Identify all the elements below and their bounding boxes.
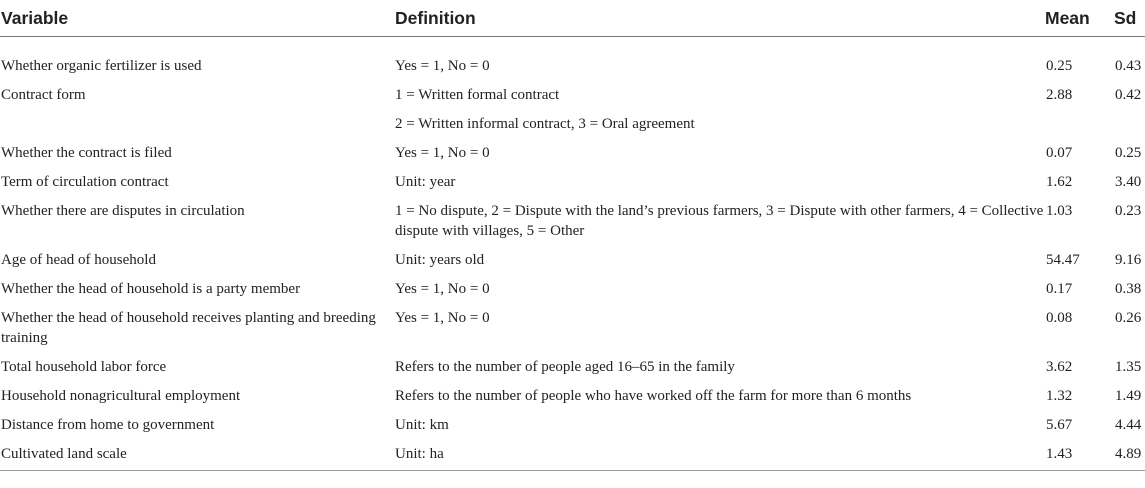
cell-sd: 3.40 [1115,174,1142,190]
cell-sd: 1.49 [1115,388,1142,404]
cell-definition: 2 = Written informal contract, 3 = Oral agreement [395,116,695,132]
cell-definition: Unit: years old [395,252,485,268]
cell-variable: Whether there are disputes in circulation [1,203,245,219]
header-mean: Mean [1045,0,1114,37]
cell-definition: Unit: km [395,417,449,433]
cell-variable: Distance from home to government [1,417,215,433]
cell-mean: 3.62 [1046,359,1073,375]
table-row [0,37,1145,82]
table-row [0,411,1145,440]
table-row [0,440,1145,471]
table-row [0,168,1145,197]
table-row [0,246,1145,275]
cell-definition: Refers to the number of people aged 16–65 in the family [395,359,735,375]
cell-sd: 0.43 [1115,58,1142,74]
header-sd: Sd [1114,0,1145,37]
table-row [0,110,1145,139]
cell-sd: 4.89 [1115,446,1142,462]
cell-variable: Whether the head of household is a party member [1,281,301,297]
cell-definition: Unit: ha [395,446,444,462]
cell-variable: Whether organic fertilizer is used [1,58,202,74]
cell-sd [1114,110,1145,139]
cell-mean: 2.88 [1046,87,1073,103]
cell-sd: 0.42 [1115,87,1142,103]
cell-definition: Yes = 1, No = 0 [395,310,490,326]
cell-definition: 1 = Written formal contract [395,87,560,103]
table-row [0,275,1145,304]
cell-variable: Whether the head of household receives planting and breeding training [1,310,376,346]
cell-variable: Whether the contract is filed [1,145,172,161]
cell-sd: 0.23 [1115,203,1142,219]
cell-mean: 54.47 [1046,252,1080,268]
cell-definition: Refers to the number of people who have worked off the farm for more than 6 months [395,388,912,404]
cell-sd: 0.26 [1115,310,1142,326]
cell-sd: 0.38 [1115,281,1142,297]
cell-definition: 1 = No dispute, 2 = Dispute with the land’s previous farmers, 3 = Dispute with other farmers, 4 = Collective dispute with villages, 5 = Other [395,203,1044,239]
cell-sd: 9.16 [1115,252,1142,268]
cell-variable [0,110,394,139]
cell-mean [1045,110,1114,139]
cell-definition: Yes = 1, No = 0 [395,281,490,297]
cell-sd: 0.25 [1115,145,1142,161]
cell-definition: Yes = 1, No = 0 [395,58,490,74]
table-row [0,382,1145,411]
header-variable: Variable [0,0,394,37]
table-row [0,353,1145,382]
table-row [0,81,1145,110]
cell-variable: Total household labor force [1,359,167,375]
cell-mean: 1.43 [1046,446,1073,462]
cell-variable: Household nonagricultural employment [1,388,241,404]
table-row [0,139,1145,168]
cell-definition: Unit: year [395,174,456,190]
table-row [0,304,1145,353]
cell-mean: 5.67 [1046,417,1073,433]
header-definition: Definition [394,0,1045,37]
cell-sd: 1.35 [1115,359,1142,375]
cell-mean: 0.25 [1046,58,1073,74]
cell-variable: Contract form [1,87,86,103]
cell-mean: 1.03 [1046,203,1073,219]
cell-variable: Cultivated land scale [1,446,127,462]
cell-mean: 1.62 [1046,174,1073,190]
cell-mean: 0.08 [1046,310,1073,326]
cell-definition: Yes = 1, No = 0 [395,145,490,161]
cell-variable: Age of head of household [1,252,156,268]
cell-variable: Term of circulation contract [1,174,169,190]
cell-mean: 1.32 [1046,388,1073,404]
table-row [0,197,1145,246]
header-row [0,0,1145,37]
cell-mean: 0.17 [1046,281,1073,297]
cell-mean: 0.07 [1046,145,1073,161]
cell-sd: 4.44 [1115,417,1142,433]
table-body [0,37,1145,471]
